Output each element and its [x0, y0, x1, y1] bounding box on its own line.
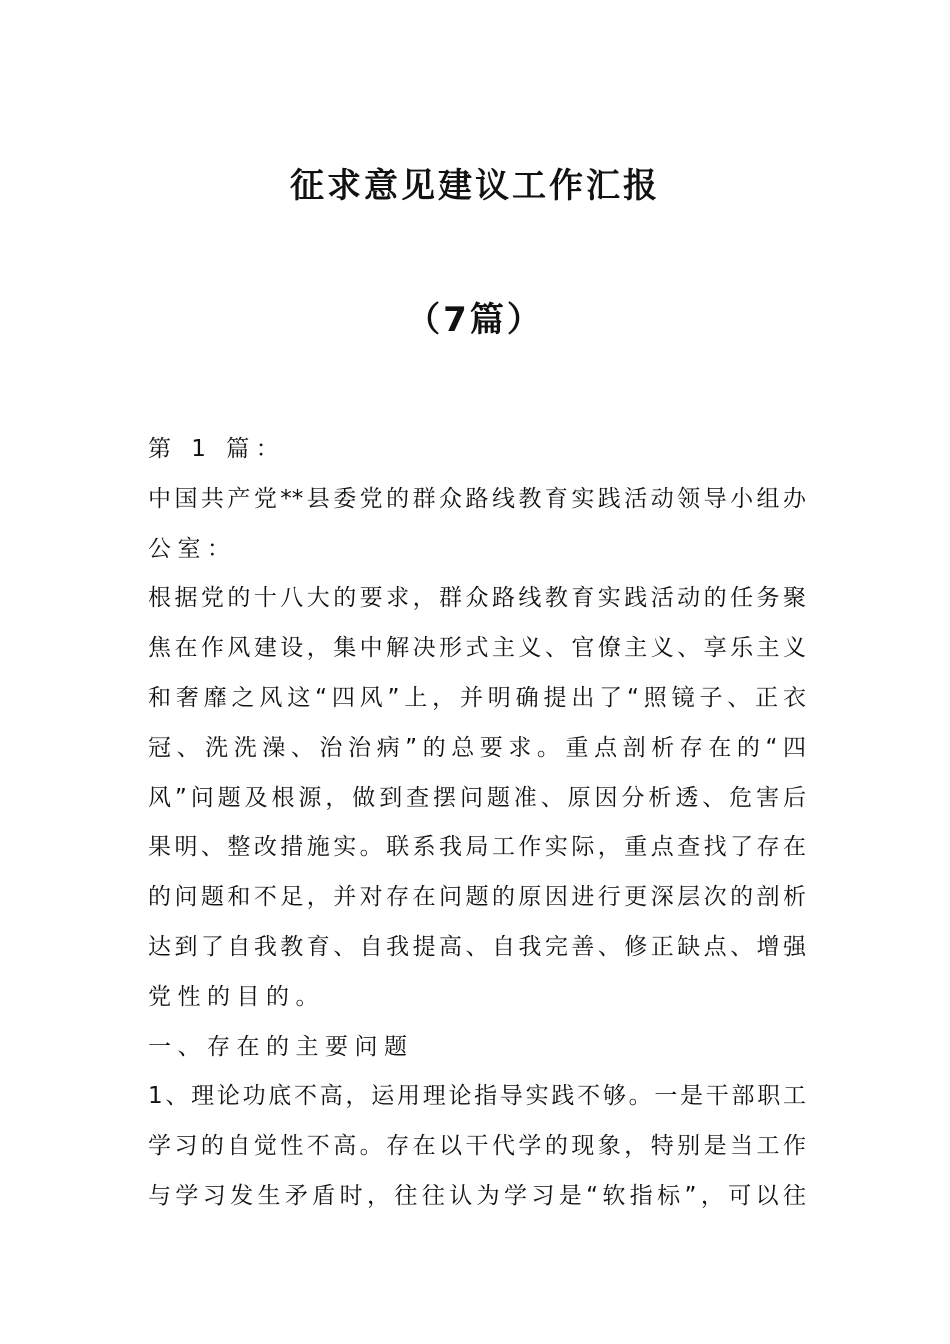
text-line: 党性的目的。: [148, 983, 325, 1010]
text-line: 根据党的十八大的要求，群众路线教育实践活动的任务聚: [148, 585, 806, 612]
text-line: 果明、整改措施实。联系我局工作实际，重点查找了存在: [148, 834, 806, 861]
text-line: 中国共产党**县委党的群众路线教育实践活动领导小组办: [148, 485, 806, 512]
text-line: 风”问题及根源，做到查摆问题准、原因分析透、危害后: [148, 784, 806, 811]
text-line: 达到了自我教育、自我提高、自我完善、修正缺点、增强: [148, 934, 806, 960]
text-line: 与学习发生矛盾时，往往认为学习是“软指标”，可以往: [148, 1183, 806, 1209]
document-title: 征求意见建议工作汇报: [290, 166, 660, 206]
document-subtitle: （7篇）: [406, 300, 544, 340]
text-line: 的问题和不足，并对存在问题的原因进行更深层次的剖析: [148, 884, 806, 911]
text-line: 学习的自觉性不高。存在以干代学的现象，特别是当工作: [148, 1133, 806, 1160]
text-line: 焦在作风建设，集中解决形式主义、官僚主义、享乐主义: [148, 635, 806, 662]
text-line: 1、理论功底不高，运用理论指导实践不够。一是干部职工: [148, 1083, 806, 1110]
text-line: 第 1 篇：: [148, 436, 286, 462]
text-line: 和奢靡之风这“四风”上，并明确提出了“照镜子、正衣: [148, 685, 806, 711]
text-line: 公室：: [148, 535, 237, 562]
text-line: 一、存在的主要问题: [148, 1033, 414, 1060]
text-line: 冠、洗洗澡、治治病”的总要求。重点剖析存在的“四: [148, 734, 806, 761]
